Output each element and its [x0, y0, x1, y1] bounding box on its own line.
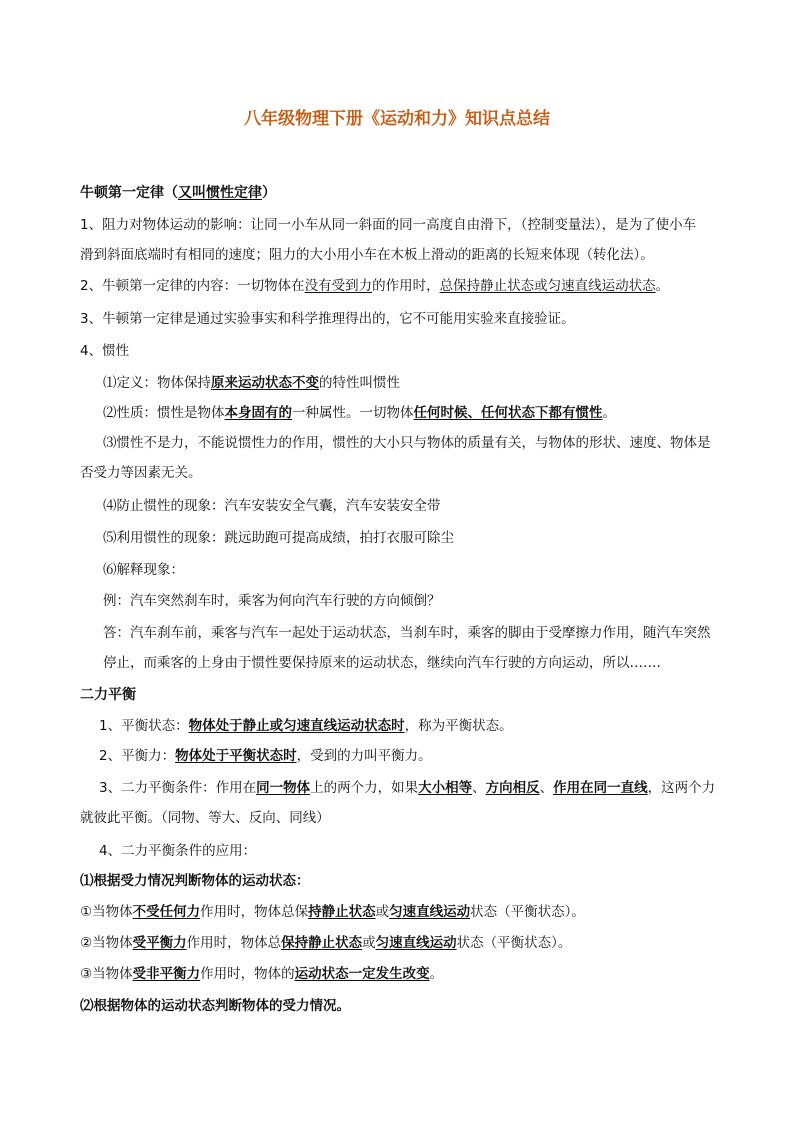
application-subheading-2: ⑵根据物体的运动状态判断物体的受力情况。	[80, 998, 350, 1014]
inertia-property: ⑵性质：惯性是物体本身固有的一种属性。一切物体任何时候、任何状态下都有惯性。	[103, 405, 616, 421]
balance-condition-line1: 3、二力平衡条件：作用在同一物体上的两个力，如果大小相等、方向相反、作用在同一直线，这两个力	[99, 780, 716, 796]
inertia-not-force-line2: 否受力等因素无关。	[80, 465, 202, 481]
balance-condition-line2: 就彼此平衡。（同物、等大、反向、同线）	[80, 810, 330, 826]
balance-state: 1、平衡状态：物体处于静止或匀速直线运动状态时，称为平衡状态。	[99, 718, 513, 734]
example-answer-line2: 停止，而乘客的上身由于惯性要保持原来的运动状态，继续向汽车行驶的方向运动，所以…….	[103, 655, 661, 671]
application-case-unbalanced: ③当物体受非平衡力作用时，物体的运动状态一定发生改变。	[80, 966, 444, 982]
section-heading-newton: 牛顿第一定律（又叫惯性定律）	[80, 185, 276, 201]
example-answer-line1: 答：汽车刹车前，乘客与汽车一起处于运动状态，当刹车时，乘客的脚由于受摩擦力作用，随汽车突然	[103, 625, 711, 641]
paragraph-inertia-heading: 4、惯性	[80, 343, 130, 359]
application-subheading-1: ⑴根据受力情况判断物体的运动状态：	[80, 873, 310, 889]
paragraph-resistance-line1: 1、阻力对物体运动的影响：让同一小车从同一斜面的同一高度自由滑下，（控制变量法），是为了使小车	[80, 217, 697, 233]
paragraph-resistance-line2: 滑到斜面底端时有相同的速度；阻力的大小用小车在木板上滑动的距离的长短来体现（转化法）。	[80, 247, 654, 263]
page-title: 八年级物理下册《运动和力》知识点总结	[244, 109, 550, 129]
paragraph-first-law-origin: 3、牛顿第一定律是通过实验事实和科学推理得出的，它不可能用实验来直接验证。	[80, 311, 575, 327]
application-case-no-force: ①当物体不受任何力作用时，物体总保持静止状态或匀速直线运动状态（平衡状态）。	[80, 904, 585, 920]
paragraph-first-law-content: 2、牛顿第一定律的内容：一切物体在没有受到力的作用时，总保持静止状态或匀速直线运动状态。	[80, 278, 670, 294]
inertia-not-force-line1: ⑶惯性不是力，不能说惯性力的作用，惯性的大小只与物体的质量有关，与物体的形状、速度、物体是	[103, 435, 711, 451]
inertia-explanation: ⑹解释现象：	[103, 562, 184, 578]
inertia-definition: ⑴定义：物体保持原来运动状态不变的特性叫惯性	[103, 375, 400, 391]
inertia-usage: ⑸利用惯性的现象：跳远助跑可提高成绩，拍打衣服可除尘	[103, 530, 454, 546]
inertia-prevention: ⑷防止惯性的现象：汽车安装安全气囊，汽车安装安全带	[103, 498, 441, 514]
balance-force: 2、平衡力：物体处于平衡状态时，受到的力叫平衡力。	[99, 748, 432, 764]
application-case-balanced: ②当物体受平衡力作用时，物体总保持静止状态或匀速直线运动状态（平衡状态）。	[80, 935, 572, 951]
section-heading-balance: 二力平衡	[80, 687, 136, 703]
example-question: 例：汽车突然刹车时，乘客为何向汽车行驶的方向倾倒？	[103, 593, 441, 609]
balance-application-heading: 4、二力平衡条件的应用：	[99, 843, 257, 859]
